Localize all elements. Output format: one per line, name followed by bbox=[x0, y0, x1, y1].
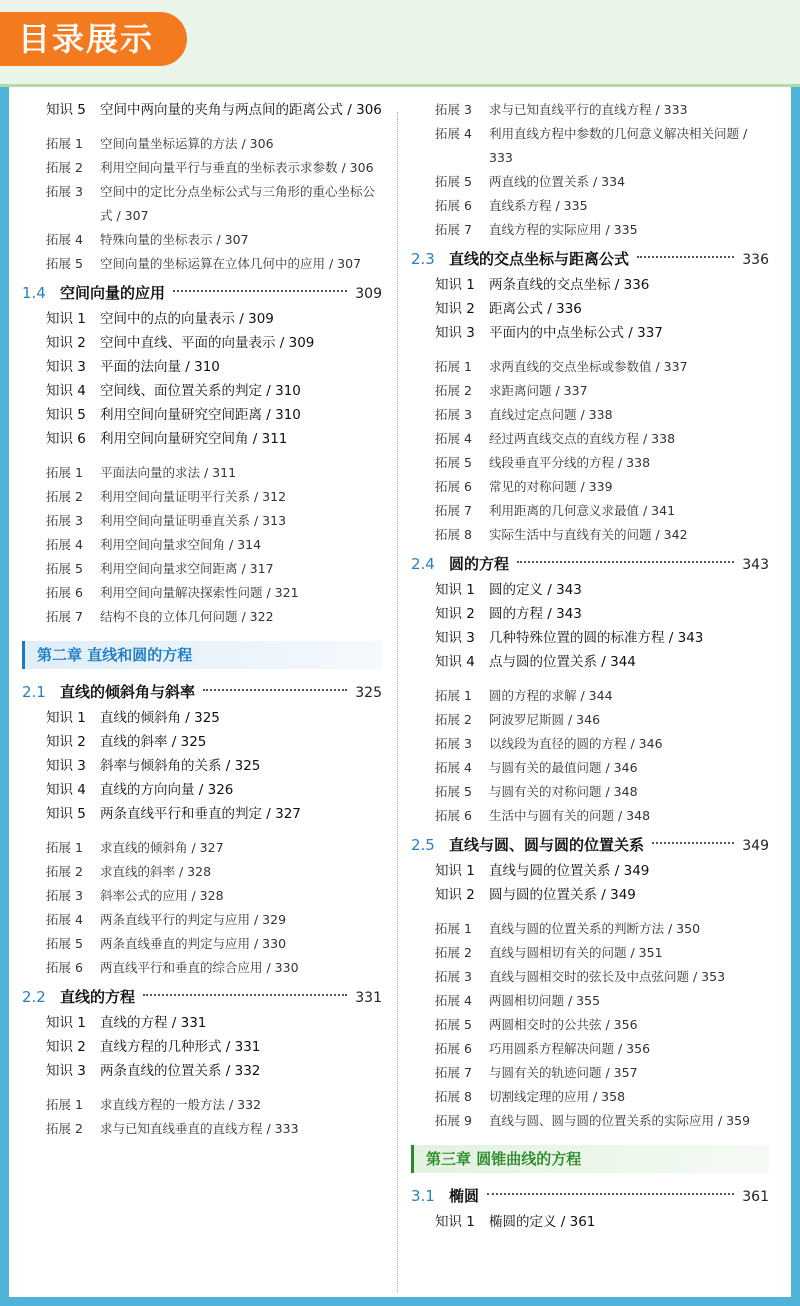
entry-tag: 拓展 3 bbox=[46, 513, 83, 528]
entry-text: 直线系方程 / 335 bbox=[489, 198, 588, 213]
entry-text: 两条直线的位置关系 / 332 bbox=[100, 1063, 261, 1079]
entry-tag: 拓展 9 bbox=[435, 1113, 472, 1128]
entry-text: 两条直线平行的判定与应用 / 329 bbox=[100, 912, 287, 927]
knowledge-entry[interactable] bbox=[22, 1035, 382, 1059]
entry-text: 利用距离的几何意义求最值 / 341 bbox=[489, 503, 676, 518]
extension-entry[interactable] bbox=[22, 461, 382, 485]
extension-list bbox=[411, 684, 769, 828]
dot-leader bbox=[517, 561, 734, 563]
extension-entry[interactable] bbox=[22, 860, 382, 884]
extension-entry[interactable] bbox=[411, 684, 769, 708]
entry-text: 斜率公式的应用 / 328 bbox=[100, 888, 224, 903]
entry-text: 与圆有关的最值问题 / 346 bbox=[489, 760, 638, 775]
section-number: 3.1 bbox=[411, 1187, 435, 1205]
knowledge-entry[interactable] bbox=[411, 321, 769, 345]
entry-tag: 拓展 2 bbox=[46, 489, 83, 504]
section-1-4[interactable] bbox=[22, 280, 382, 307]
entry-text: 求与已知直线垂直的直线方程 / 333 bbox=[100, 1121, 299, 1136]
extension-entry[interactable] bbox=[22, 605, 382, 629]
entry-tag: 知识 4 bbox=[46, 782, 86, 798]
knowledge-entry[interactable] bbox=[22, 778, 382, 802]
knowledge-entry[interactable] bbox=[22, 706, 382, 730]
extension-list bbox=[22, 461, 382, 629]
entry-tag: 拓展 6 bbox=[435, 198, 472, 213]
entry-tag: 拓展 4 bbox=[46, 537, 83, 552]
entry-tag: 拓展 2 bbox=[46, 1121, 83, 1136]
section-title: 圆的方程 bbox=[449, 555, 510, 573]
column-divider bbox=[397, 112, 398, 1292]
extension-entry[interactable] bbox=[411, 218, 769, 242]
extension-list bbox=[411, 917, 769, 1133]
entry-tag: 拓展 5 bbox=[46, 256, 83, 271]
extension-entry[interactable] bbox=[411, 1061, 769, 1085]
entry-tag: 知识 1 bbox=[435, 1214, 475, 1230]
knowledge-entry[interactable] bbox=[411, 273, 769, 297]
extension-entry[interactable] bbox=[411, 1085, 769, 1109]
extension-entry[interactable] bbox=[22, 180, 382, 228]
section-page: 336 bbox=[742, 252, 769, 268]
extension-list bbox=[22, 1093, 382, 1141]
entry-tag: 拓展 1 bbox=[435, 688, 472, 703]
chapter-2-heading[interactable]: 第二章 直线和圆的方程 bbox=[22, 641, 382, 669]
entry-text: 特殊向量的坐标表示 / 307 bbox=[100, 232, 249, 247]
entry-text: 与圆有关的轨迹问题 / 357 bbox=[489, 1065, 638, 1080]
extension-entry[interactable] bbox=[22, 485, 382, 509]
entry-text: 直线的方向向量 / 326 bbox=[100, 782, 234, 798]
extension-entry[interactable] bbox=[22, 156, 382, 180]
extension-entry[interactable] bbox=[411, 499, 769, 523]
section-title: 椭圆 bbox=[449, 1187, 480, 1205]
extension-entry[interactable] bbox=[411, 355, 769, 379]
knowledge-entry[interactable] bbox=[22, 1011, 382, 1035]
entry-tag: 拓展 3 bbox=[435, 407, 472, 422]
knowledge-list bbox=[411, 273, 769, 345]
extension-entry[interactable] bbox=[22, 1117, 382, 1141]
entry-text: 直线与圆、圆与圆的位置关系的实际应用 / 359 bbox=[489, 1113, 751, 1128]
knowledge-entry[interactable] bbox=[22, 307, 382, 331]
entry-tag: 拓展 1 bbox=[46, 840, 83, 855]
entry-tag: 拓展 1 bbox=[46, 465, 83, 480]
extension-entry[interactable] bbox=[411, 965, 769, 989]
section-2-2[interactable] bbox=[22, 984, 382, 1011]
dot-leader bbox=[203, 689, 347, 691]
entry-text: 斜率与倾斜角的关系 / 325 bbox=[100, 758, 261, 774]
knowledge-entry[interactable] bbox=[22, 1059, 382, 1083]
knowledge-entry[interactable] bbox=[411, 297, 769, 321]
entry-tag: 拓展 7 bbox=[435, 1065, 472, 1080]
toc-right-column bbox=[411, 98, 769, 1234]
extension-entry[interactable] bbox=[22, 932, 382, 956]
extension-entry[interactable] bbox=[411, 523, 769, 547]
entry-tag: 知识 2 bbox=[435, 301, 475, 317]
entry-tag: 知识 2 bbox=[46, 734, 86, 750]
entry-tag: 拓展 5 bbox=[435, 455, 472, 470]
chapter-3-heading[interactable]: 第三章 圆锥曲线的方程 bbox=[411, 1145, 769, 1173]
section-page: 309 bbox=[355, 286, 382, 302]
dot-leader bbox=[143, 994, 347, 996]
entry-text: 利用空间向量证明垂直关系 / 313 bbox=[100, 513, 287, 528]
entry-tag: 拓展 4 bbox=[435, 760, 472, 775]
knowledge-entry[interactable] bbox=[22, 802, 382, 826]
knowledge-list bbox=[22, 307, 382, 451]
entry-tag: 知识 2 bbox=[435, 606, 475, 622]
extension-entry[interactable] bbox=[22, 132, 382, 156]
extension-entry[interactable] bbox=[411, 756, 769, 780]
extension-entry[interactable] bbox=[411, 917, 769, 941]
section-page: 343 bbox=[742, 557, 769, 573]
entry-tag: 拓展 6 bbox=[46, 585, 83, 600]
entry-text: 空间向量的坐标运算在立体几何中的应用 / 307 bbox=[100, 256, 362, 271]
extension-entry[interactable] bbox=[22, 228, 382, 252]
entry-text: 阿波罗尼斯圆 / 346 bbox=[489, 712, 601, 727]
entry-tag: 拓展 2 bbox=[435, 712, 472, 727]
entry-tag: 知识 3 bbox=[46, 758, 86, 774]
toc-left-column bbox=[22, 98, 382, 1141]
entry-tag: 拓展 1 bbox=[435, 359, 472, 374]
entry-tag: 知识 3 bbox=[46, 1063, 86, 1079]
entry-text: 利用空间向量研究空间角 / 311 bbox=[100, 431, 288, 447]
entry-text: 经过两直线交点的直线方程 / 338 bbox=[489, 431, 676, 446]
entry-tag: 知识 3 bbox=[435, 325, 475, 341]
entry-tag: 拓展 5 bbox=[435, 784, 472, 799]
entry-text: 几种特殊位置的圆的标准方程 / 343 bbox=[489, 630, 704, 646]
entry-text: 利用空间向量平行与垂直的坐标表示求参数 / 306 bbox=[100, 160, 374, 175]
section-2-4[interactable] bbox=[411, 551, 769, 578]
knowledge-entry[interactable] bbox=[411, 602, 769, 626]
entry-text: 生活中与圆有关的问题 / 348 bbox=[489, 808, 651, 823]
entry-tag: 拓展 3 bbox=[46, 184, 83, 199]
extension-entry[interactable] bbox=[22, 836, 382, 860]
knowledge-list bbox=[22, 706, 382, 826]
entry-text: 距离公式 / 336 bbox=[489, 301, 582, 317]
entry-tag: 拓展 5 bbox=[435, 1017, 472, 1032]
entry-tag: 拓展 7 bbox=[46, 609, 83, 624]
extension-entry[interactable] bbox=[411, 170, 769, 194]
entry-text: 求两直线的交点坐标或参数值 / 337 bbox=[489, 359, 688, 374]
extension-entry[interactable] bbox=[411, 403, 769, 427]
section-number: 2.3 bbox=[411, 250, 435, 268]
section-3-1[interactable] bbox=[411, 1183, 769, 1210]
entry-text: 求直线的倾斜角 / 327 bbox=[100, 840, 224, 855]
page-title: 目录展示 bbox=[0, 12, 187, 66]
entry-text: 结构不良的立体几何问题 / 322 bbox=[100, 609, 274, 624]
entry-text: 直线过定点问题 / 338 bbox=[489, 407, 613, 422]
entry-tag: 拓展 2 bbox=[435, 945, 472, 960]
knowledge-entry[interactable] bbox=[22, 754, 382, 778]
extension-entry[interactable] bbox=[411, 1109, 769, 1133]
entry-text: 空间线、面位置关系的判定 / 310 bbox=[100, 383, 301, 399]
entry-text: 常见的对称问题 / 339 bbox=[489, 479, 613, 494]
entry-text: 线段垂直平分线的方程 / 338 bbox=[489, 455, 651, 470]
entry-tag: 知识 5 bbox=[46, 806, 86, 822]
entry-text: 直线方程的实际应用 / 335 bbox=[489, 222, 638, 237]
entry-tag: 拓展 4 bbox=[435, 431, 472, 446]
entry-text: 椭圆的定义 / 361 bbox=[489, 1214, 596, 1230]
entry-text: 切割线定理的应用 / 358 bbox=[489, 1089, 626, 1104]
entry-tag: 拓展 6 bbox=[435, 1041, 472, 1056]
extension-entry[interactable] bbox=[22, 533, 382, 557]
entry-tag: 知识 3 bbox=[435, 630, 475, 646]
dot-leader bbox=[487, 1193, 734, 1195]
entry-text: 求直线的斜率 / 328 bbox=[100, 864, 212, 879]
entry-tag: 知识 2 bbox=[435, 887, 475, 903]
extension-entry[interactable] bbox=[411, 732, 769, 756]
entry-tag: 知识 2 bbox=[46, 1039, 86, 1055]
entry-text: 圆的方程 / 343 bbox=[489, 606, 582, 622]
entry-tag: 拓展 6 bbox=[435, 479, 472, 494]
entry-text: 直线的方程 / 331 bbox=[100, 1015, 207, 1031]
entry-text: 直线的倾斜角 / 325 bbox=[100, 710, 220, 726]
entry-text: 以线段为直径的圆的方程 / 346 bbox=[489, 736, 663, 751]
entry-text: 利用空间向量证明平行关系 / 312 bbox=[100, 489, 287, 504]
extension-entry[interactable] bbox=[22, 884, 382, 908]
knowledge-list bbox=[22, 1011, 382, 1083]
extension-entry[interactable] bbox=[411, 941, 769, 965]
entry-text: 利用空间向量求空间距离 / 317 bbox=[100, 561, 274, 576]
entry-text: 两圆相交时的公共弦 / 356 bbox=[489, 1017, 638, 1032]
section-page: 361 bbox=[742, 1189, 769, 1205]
extension-entry[interactable] bbox=[22, 509, 382, 533]
section-2-3[interactable] bbox=[411, 246, 769, 273]
entry-tag: 拓展 4 bbox=[435, 126, 472, 141]
extension-entry[interactable] bbox=[22, 1093, 382, 1117]
entry-tag: 拓展 8 bbox=[435, 527, 472, 542]
knowledge-entry[interactable] bbox=[22, 98, 382, 122]
entry-text: 利用直线方程中参数的几何意义解决相关问题 / 333 bbox=[489, 126, 748, 165]
section-number: 2.2 bbox=[22, 988, 46, 1006]
entry-text: 两直线的位置关系 / 334 bbox=[489, 174, 626, 189]
entry-text: 巧用圆系方程解决问题 / 356 bbox=[489, 1041, 651, 1056]
entry-text: 两条直线垂直的判定与应用 / 330 bbox=[100, 936, 287, 951]
entry-tag: 知识 3 bbox=[46, 359, 86, 375]
entry-text: 空间中两向量的夹角与两点间的距离公式 / 306 bbox=[100, 102, 382, 118]
dot-leader bbox=[652, 842, 734, 844]
entry-tag: 知识 5 bbox=[46, 407, 86, 423]
knowledge-entry[interactable] bbox=[22, 331, 382, 355]
entry-tag: 拓展 3 bbox=[435, 969, 472, 984]
extension-entry[interactable] bbox=[22, 252, 382, 276]
extension-entry[interactable] bbox=[411, 379, 769, 403]
extension-entry[interactable] bbox=[22, 581, 382, 605]
extension-entry[interactable] bbox=[411, 1013, 769, 1037]
knowledge-entry[interactable] bbox=[411, 650, 769, 674]
extension-entry[interactable] bbox=[22, 956, 382, 980]
section-number: 2.5 bbox=[411, 836, 435, 854]
extension-list bbox=[22, 836, 382, 980]
entry-tag: 知识 4 bbox=[435, 654, 475, 670]
entry-tag: 知识 1 bbox=[46, 1015, 86, 1031]
section-page: 325 bbox=[355, 685, 382, 701]
entry-text: 空间中的点的向量表示 / 309 bbox=[100, 311, 274, 327]
knowledge-entry[interactable] bbox=[411, 626, 769, 650]
extension-entry[interactable] bbox=[411, 194, 769, 218]
entry-text: 直线方程的几种形式 / 331 bbox=[100, 1039, 261, 1055]
section-title: 空间向量的应用 bbox=[60, 284, 166, 302]
entry-tag: 知识 1 bbox=[435, 277, 475, 293]
entry-tag: 拓展 6 bbox=[46, 960, 83, 975]
entry-text: 空间向量坐标运算的方法 / 306 bbox=[100, 136, 274, 151]
entry-tag: 拓展 3 bbox=[435, 102, 472, 117]
entry-text: 两条直线平行和垂直的判定 / 327 bbox=[100, 806, 301, 822]
entry-tag: 拓展 5 bbox=[435, 174, 472, 189]
entry-text: 实际生活中与直线有关的问题 / 342 bbox=[489, 527, 688, 542]
entry-text: 直线与圆的位置关系的判断方法 / 350 bbox=[489, 921, 701, 936]
entry-text: 求直线方程的一般方法 / 332 bbox=[100, 1097, 262, 1112]
knowledge-entry[interactable] bbox=[22, 403, 382, 427]
extension-list bbox=[411, 355, 769, 547]
section-number: 1.4 bbox=[22, 284, 46, 302]
entry-text: 平面内的中点坐标公式 / 337 bbox=[489, 325, 663, 341]
top-extension-list bbox=[22, 132, 382, 276]
section-title: 直线的方程 bbox=[60, 988, 136, 1006]
entry-tag: 拓展 8 bbox=[435, 1089, 472, 1104]
dot-leader bbox=[173, 290, 347, 292]
entry-text: 利用空间向量求空间角 / 314 bbox=[100, 537, 262, 552]
knowledge-entry[interactable] bbox=[22, 355, 382, 379]
entry-tag: 拓展 2 bbox=[46, 160, 83, 175]
entry-text: 求与已知直线平行的直线方程 / 333 bbox=[489, 102, 688, 117]
entry-tag: 拓展 4 bbox=[46, 912, 83, 927]
extension-entry[interactable] bbox=[411, 989, 769, 1013]
entry-text: 平面的法向量 / 310 bbox=[100, 359, 220, 375]
section-number: 2.1 bbox=[22, 683, 46, 701]
entry-tag: 拓展 4 bbox=[46, 232, 83, 247]
extension-entry[interactable] bbox=[411, 708, 769, 732]
extension-entry[interactable] bbox=[411, 804, 769, 828]
entry-text: 利用空间向量研究空间距离 / 310 bbox=[100, 407, 301, 423]
entry-tag: 拓展 7 bbox=[435, 503, 472, 518]
entry-text: 求距离问题 / 337 bbox=[489, 383, 588, 398]
extension-entry[interactable] bbox=[411, 451, 769, 475]
entry-tag: 拓展 1 bbox=[46, 1097, 83, 1112]
section-title: 直线的倾斜角与斜率 bbox=[60, 683, 196, 701]
section-title: 直线与圆、圆与圆的位置关系 bbox=[449, 836, 645, 854]
entry-tag: 拓展 3 bbox=[46, 888, 83, 903]
entry-tag: 拓展 1 bbox=[435, 921, 472, 936]
entry-tag: 拓展 5 bbox=[46, 561, 83, 576]
entry-tag: 拓展 2 bbox=[435, 383, 472, 398]
section-number: 2.4 bbox=[411, 555, 435, 573]
entry-tag: 知识 1 bbox=[46, 710, 86, 726]
entry-text: 与圆有关的对称问题 / 348 bbox=[489, 784, 638, 799]
section-page: 349 bbox=[742, 838, 769, 854]
entry-tag: 拓展 2 bbox=[46, 864, 83, 879]
entry-text: 两圆相切问题 / 355 bbox=[489, 993, 601, 1008]
entry-tag: 拓展 3 bbox=[435, 736, 472, 751]
knowledge-entry[interactable] bbox=[22, 730, 382, 754]
entry-text: 平面法向量的求法 / 311 bbox=[100, 465, 237, 480]
entry-tag: 拓展 7 bbox=[435, 222, 472, 237]
knowledge-list bbox=[411, 859, 769, 907]
knowledge-list bbox=[411, 578, 769, 674]
entry-tag: 知识 1 bbox=[46, 311, 86, 327]
entry-tag: 知识 1 bbox=[435, 582, 475, 598]
entry-tag: 知识 5 bbox=[46, 102, 86, 118]
extension-entry[interactable] bbox=[411, 1037, 769, 1061]
knowledge-entry[interactable] bbox=[411, 1210, 769, 1234]
entry-text: 直线与圆相交时的弦长及中点弦问题 / 353 bbox=[489, 969, 726, 984]
entry-tag: 知识 1 bbox=[435, 863, 475, 879]
extension-entry[interactable] bbox=[22, 557, 382, 581]
entry-text: 直线的斜率 / 325 bbox=[100, 734, 207, 750]
entry-text: 圆与圆的位置关系 / 349 bbox=[489, 887, 636, 903]
entry-text: 空间中的定比分点坐标公式与三角形的重心坐标公式 / 307 bbox=[100, 184, 376, 223]
extension-entry[interactable] bbox=[411, 427, 769, 451]
entry-text: 点与圆的位置关系 / 344 bbox=[489, 654, 636, 670]
section-page: 331 bbox=[355, 990, 382, 1006]
top-knowledge-list bbox=[22, 98, 382, 122]
top-extension-list bbox=[411, 98, 769, 242]
dot-leader bbox=[637, 256, 734, 258]
entry-tag: 知识 6 bbox=[46, 431, 86, 447]
entry-text: 两直线平行和垂直的综合应用 / 330 bbox=[100, 960, 299, 975]
entry-text: 直线与圆相切有关的问题 / 351 bbox=[489, 945, 663, 960]
entry-text: 圆的方程的求解 / 344 bbox=[489, 688, 613, 703]
entry-text: 利用空间向量解决探索性问题 / 321 bbox=[100, 585, 299, 600]
entry-text: 空间中直线、平面的向量表示 / 309 bbox=[100, 335, 315, 351]
entry-text: 圆的定义 / 343 bbox=[489, 582, 582, 598]
extension-entry[interactable] bbox=[411, 122, 769, 170]
knowledge-entry[interactable] bbox=[22, 379, 382, 403]
section-2-5[interactable] bbox=[411, 832, 769, 859]
entry-tag: 拓展 6 bbox=[435, 808, 472, 823]
knowledge-entry[interactable] bbox=[411, 859, 769, 883]
entry-tag: 拓展 5 bbox=[46, 936, 83, 951]
entry-text: 直线与圆的位置关系 / 349 bbox=[489, 863, 650, 879]
knowledge-entry[interactable] bbox=[22, 427, 382, 451]
entry-tag: 拓展 4 bbox=[435, 993, 472, 1008]
knowledge-list bbox=[411, 1210, 769, 1234]
extension-entry[interactable] bbox=[22, 908, 382, 932]
entry-tag: 拓展 1 bbox=[46, 136, 83, 151]
extension-entry[interactable] bbox=[411, 475, 769, 499]
extension-entry[interactable] bbox=[411, 780, 769, 804]
section-2-1[interactable] bbox=[22, 679, 382, 706]
entry-text: 两条直线的交点坐标 / 336 bbox=[489, 277, 650, 293]
knowledge-entry[interactable] bbox=[411, 883, 769, 907]
section-title: 直线的交点坐标与距离公式 bbox=[449, 250, 630, 268]
entry-tag: 知识 2 bbox=[46, 335, 86, 351]
knowledge-entry[interactable] bbox=[411, 578, 769, 602]
extension-entry[interactable] bbox=[411, 98, 769, 122]
entry-tag: 知识 4 bbox=[46, 383, 86, 399]
